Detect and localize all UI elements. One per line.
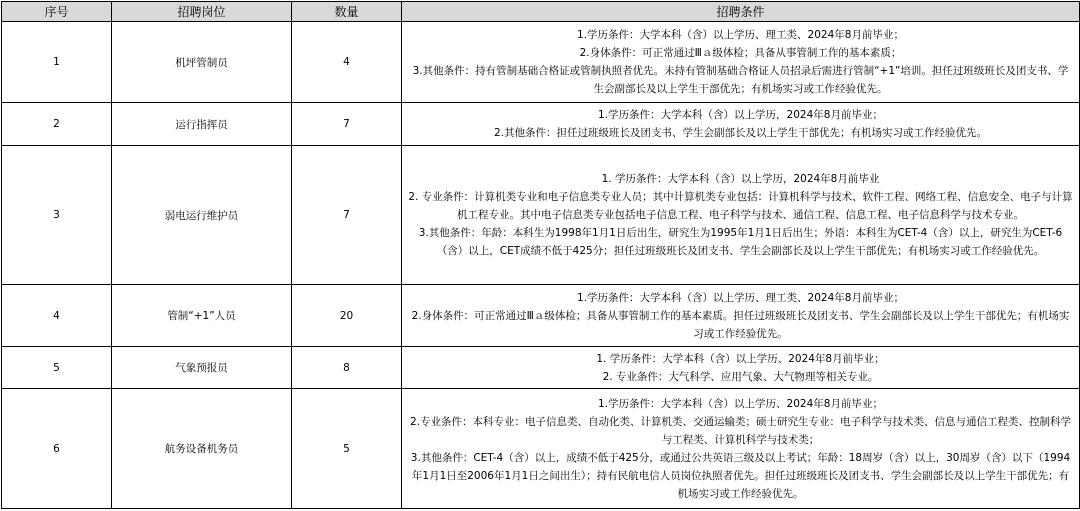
- table-row: [2, 103, 1080, 146]
- condition-line: 1. 学历条件：大学本科（含）以上学历，2024年8月前毕业: [601, 173, 880, 185]
- row-position: 机坪管制员: [112, 22, 292, 103]
- header-no: 序号: [2, 2, 112, 22]
- header-position: 招聘岗位: [112, 2, 292, 22]
- row-position: 航务设备机务员: [112, 389, 292, 509]
- condition-line: 1. 学历条件：大学本科（含）以上学历、2024年8月前毕业；: [596, 352, 885, 365]
- condition-line: 2.专业条件：本科专业：电子信息类、自动化类、计算机类、交通运输类；硕士研究生专业：电子科学与技术类、信息与通信工程类、控制科学与工程类、计算机科学与技术类；: [409, 415, 1071, 446]
- row-position: 弱电运行维护员: [112, 146, 292, 285]
- condition-line: 1.学历条件：大学本科（含）以上学历，2024年8月前毕业；: [598, 109, 883, 121]
- row-count: 20: [292, 285, 402, 347]
- condition-line: 1.学历条件：大学本科（含）以上学历、理工类、2024年8月前毕业；: [577, 291, 904, 304]
- row-conditions: [402, 22, 1080, 103]
- row-count: 5: [292, 389, 402, 509]
- table-row: [2, 146, 1080, 285]
- row-no: 1: [2, 22, 112, 103]
- row-conditions: [402, 347, 1080, 389]
- row-conditions: [402, 146, 1080, 285]
- row-count: 7: [292, 103, 402, 146]
- row-count: 8: [292, 347, 402, 389]
- recruitment-table: [1, 1, 1080, 509]
- row-position: 运行指挥员: [112, 103, 292, 146]
- row-no: 5: [2, 347, 112, 389]
- condition-line: 2. 专业条件：计算机类专业和电子信息类专业人员；其中计算机类专业包括：计算机科学与技术、软件工程、网络工程、信息安全、电子与计算机工程专业。其中电子信息类专业包括电子信息工程、电子科学与技术、通信工程、信息工程、电子信息科学与技术专业。: [408, 191, 1073, 221]
- row-no: 2: [2, 103, 112, 146]
- row-no: 6: [2, 389, 112, 509]
- header-conditions: 招聘条件: [402, 2, 1080, 22]
- row-position: 管制“+1”人员: [112, 285, 292, 347]
- row-no: 4: [2, 285, 112, 347]
- row-conditions: [402, 103, 1080, 146]
- condition-line: 2. 专业条件：大气科学、应用气象、大气物理等相关专业。: [602, 370, 879, 383]
- row-count: 4: [292, 22, 402, 103]
- condition-line: 3.其他条件：持有管制基础合格证或管制执照者优先。未持有管制基础合格证人员招录后需进行管制“+1”培训。担任过班级班长及团支书、学生会副部长及以上学生干部优先；有机场实习或工作经验优先。: [412, 65, 1069, 95]
- table-row: [2, 285, 1080, 347]
- row-count: 7: [292, 146, 402, 285]
- row-conditions: [402, 389, 1080, 509]
- condition-line: 2.其他条件：担任过班级班长及团支书、学生会副部长及以上学生干部优先；有机场实习或工作经验优先。: [493, 127, 988, 139]
- condition-line: 1.学历条件：大学本科（含）以上学历、理工类、2024年8月前毕业；: [577, 29, 904, 41]
- table-row: [2, 389, 1080, 509]
- row-position: 气象预报员: [112, 347, 292, 389]
- header-row: [2, 2, 1080, 22]
- row-conditions: [402, 285, 1080, 347]
- condition-line: 1.学历条件：大学本科（含）以上学历、2024年8月前毕业；: [598, 397, 883, 410]
- condition-line: 3.其他条件：年龄：本科生为1998年1月1日后出生，研究生为1995年1月1日后出生；外语：本科生为CET-4（含）以上，研究生为CET-6（含）以上，CET成绩不低于425分；担任过班级班长及团支书、学生会副部长及以上学生干部优先；有机场实习或工作经验优先。: [418, 227, 1063, 257]
- table-row: [2, 347, 1080, 389]
- row-no: 3: [2, 146, 112, 285]
- header-count: 数量: [292, 2, 402, 22]
- condition-line: 2.身体条件：可正常通过Ⅲａ级体检；具备从事管制工作的基本素质；: [579, 47, 902, 59]
- table-row: [2, 22, 1080, 103]
- condition-line: 2.身体条件：可正常通过Ⅲａ级体检；具备从事管制工作的基本素质。担任过班级班长及团支书、学生会副部长及以上学生干部优先；有机场实习或工作经验优先。: [411, 309, 1070, 340]
- condition-line: 3.其他条件：CET-4（含）以上，成绩不低于425分，或通过公共英语三级及以上考试；年龄：18周岁（含）以上，30周岁（含）以下（1994年1月1日至2006年1月1日之间出生）；持有民航电信人员岗位执照者优先。担任过班级班长及团支书、学生会副部长及以上学生干部优先；有机场实习或工作经验优先。: [410, 451, 1071, 500]
